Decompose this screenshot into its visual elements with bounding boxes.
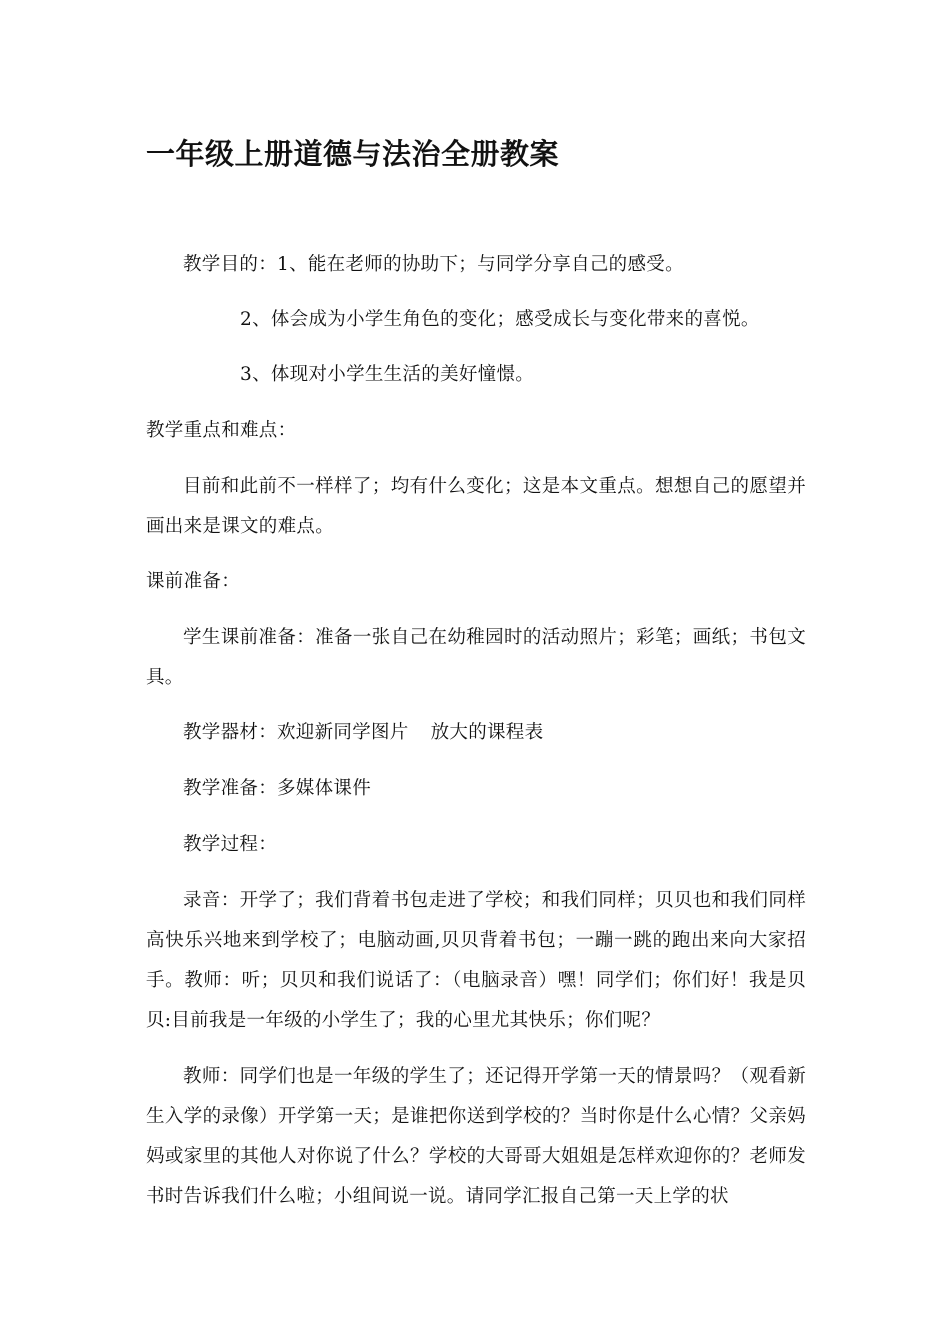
process-heading: 教学过程： xyxy=(183,834,278,855)
teaching-goal-2: 2、体会成为小学生角色的变化；感受成长与变化带来的喜悦。 xyxy=(240,309,760,330)
materials-label: 教学器材：欢迎新同学图片 xyxy=(183,722,409,743)
preparation-heading: 课前准备： xyxy=(146,571,241,592)
student-preparation: 学生课前准备：准备一张自己在幼稚园时的活动照片；彩笔；画纸；书包文具。 xyxy=(146,627,806,688)
process-paragraph-1: 录音：开学了；我们背着书包走进了学校；和我们同样；贝贝也和我们同样高快乐兴地来到学校了；电脑动画,贝贝背着书包；一蹦一跳的跑出来向大家招手。教师：听；贝贝和我们说话了：（电脑录音）嘿！同学们；你们好！我是贝贝:目前我是一年级的小学生了；我的心里尤其快乐；你们呢？ xyxy=(146,890,806,1031)
key-points-heading: 教学重点和难点： xyxy=(146,420,297,441)
key-points-body: 目前和此前不一样样了；均有什么变化；这是本文重点。想想自己的愿望并画出来是课文的难点。 xyxy=(146,476,806,537)
teaching-materials xyxy=(183,713,543,753)
document-title: 一年级上册道德与法治全册教案 xyxy=(146,137,560,171)
process-paragraph-2: 教师：同学们也是一年级的学生了；还记得开学第一天的情景吗？（观看新生入学的录像）开学第一天；是谁把你送到学校的？当时你是什么心情？父亲妈妈或家里的其他人对你说了什么？学校的大哥哥大姐姐是怎样欢迎你的？老师发书时告诉我们什么啦；小组间说一说。请同学汇报自己第一天上学的状 xyxy=(146,1066,806,1207)
teaching-goal-3: 3、体现对小学生生活的美好憧憬。 xyxy=(240,364,535,385)
teaching-goal-1: 教学目的：1、能在老师的协助下；与同学分享自己的感受。 xyxy=(183,254,684,275)
teaching-preparation: 教学准备：多媒体课件 xyxy=(183,778,372,799)
materials-item-2: 放大的课程表 xyxy=(430,722,544,743)
